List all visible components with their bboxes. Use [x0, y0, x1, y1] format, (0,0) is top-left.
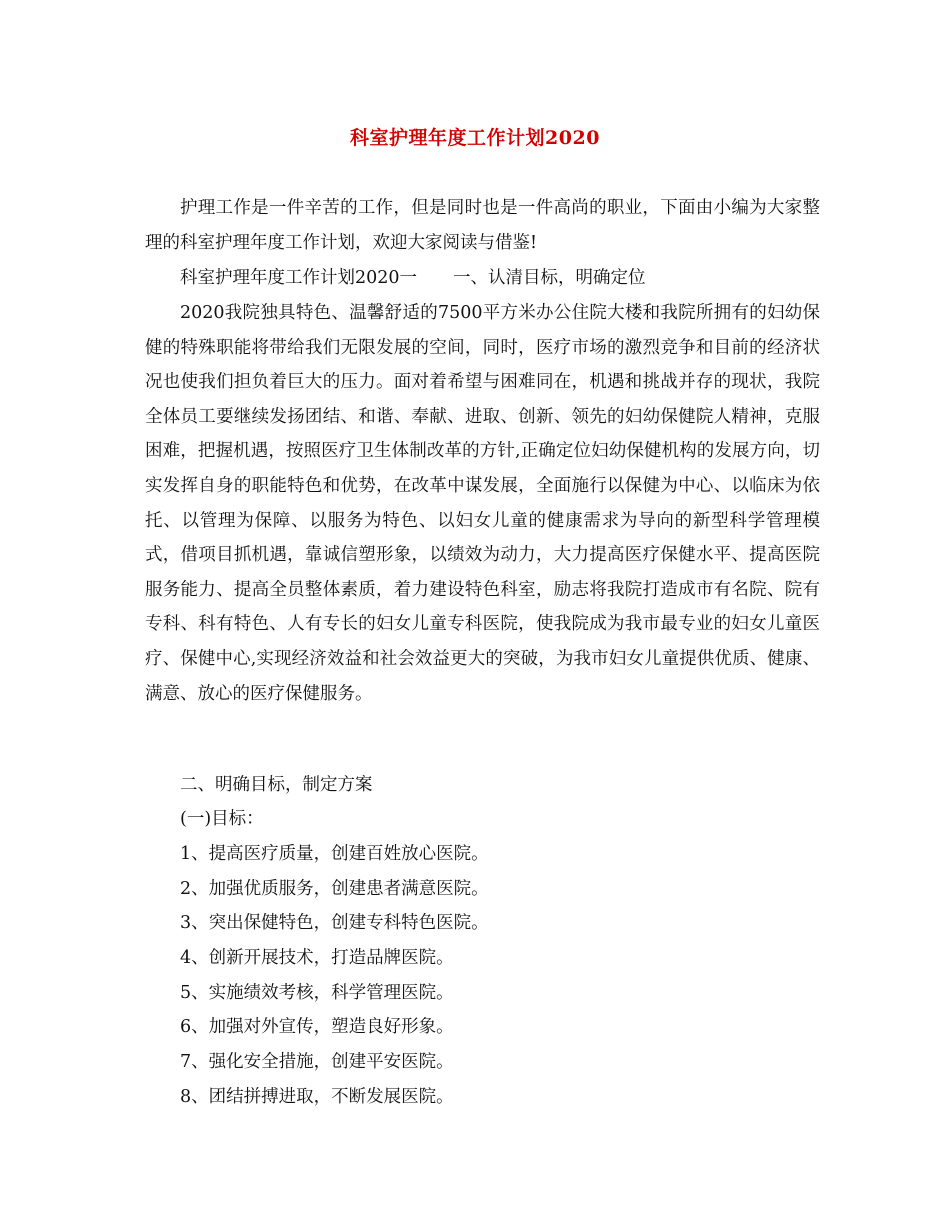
document-title: 科室护理年度工作计划2020	[350, 127, 600, 149]
goal-item: 6、加强对外宣传，塑造良好形象。	[180, 1017, 454, 1037]
goal-item: 4、创新开展技术，打造品牌医院。	[180, 948, 454, 968]
goal-item: 1、提高医疗质量，创建百姓放心医院。	[180, 844, 489, 864]
section-1-heading: 一、认清目标，明确定位	[453, 268, 646, 288]
intro-paragraph: 护理工作是一件辛苦的工作，但是同时也是一件高尚的职业，下面由小编为大家整理的科室护理年度工作计划，欢迎大家阅读与借鉴!	[145, 198, 820, 253]
goal-item: 5、实施绩效考核，科学管理医院。	[180, 983, 454, 1003]
body-paragraph: 2020我院独具特色、温馨舒适的7500平方米办公住院大楼和我院所拥有的妇幼保健的特殊职能将带给我们无限发展的空间，同时，医疗市场的激烈竞争和目前的经济状况也使我们担负着巨大的压力。面对着希望与困难同在，机遇和挑战并存的现状，我院全体员工要继续发扬团结、和谐、奉献、进取、创新、领先的妇幼保健院人精神，克服困难，把握机遇，按照医疗卫生体制改革的方针,正确定位妇幼保健机构的发展方向，切实发挥自身的职能特色和优势，在改革中谋发展，全面施行以保健为中心、以临床为依托、以管理为保障、以服务为特色、以妇女儿童的健康需求为导向的新型科学管理模式，借项目抓机遇，靠诚信塑形象，以绩效为动力，大力提高医疗保健水平、提高医院服务能力、提高全员整体素质，着力建设特色科室，励志将我院打造成市有名院、院有专科、科有特色、人有专长的妇女儿童专科医院，使我院成为我市最专业的妇女儿童医疗、保健中心,实现经济效益和社会效益更大的突破，为我市妇女儿童提供优质、健康、满意、放心的医疗保健服务。	[145, 303, 820, 704]
plan-heading-line	[180, 261, 646, 296]
plan-heading: 科室护理年度工作计划2020一	[180, 268, 418, 288]
goal-item: 8、团结拼搏进取，不断发展医院。	[180, 1087, 454, 1107]
goal-item: 3、突出保健特色，创建专科特色医院。	[180, 913, 489, 933]
section-2-heading: 二、明确目标，制定方案	[180, 775, 373, 795]
goal-item: 7、强化安全措施，创建平安医院。	[180, 1052, 454, 1072]
goal-item: 2、加强优质服务，创建患者满意医院。	[180, 879, 489, 899]
goals-heading: (一)目标：	[180, 809, 264, 829]
